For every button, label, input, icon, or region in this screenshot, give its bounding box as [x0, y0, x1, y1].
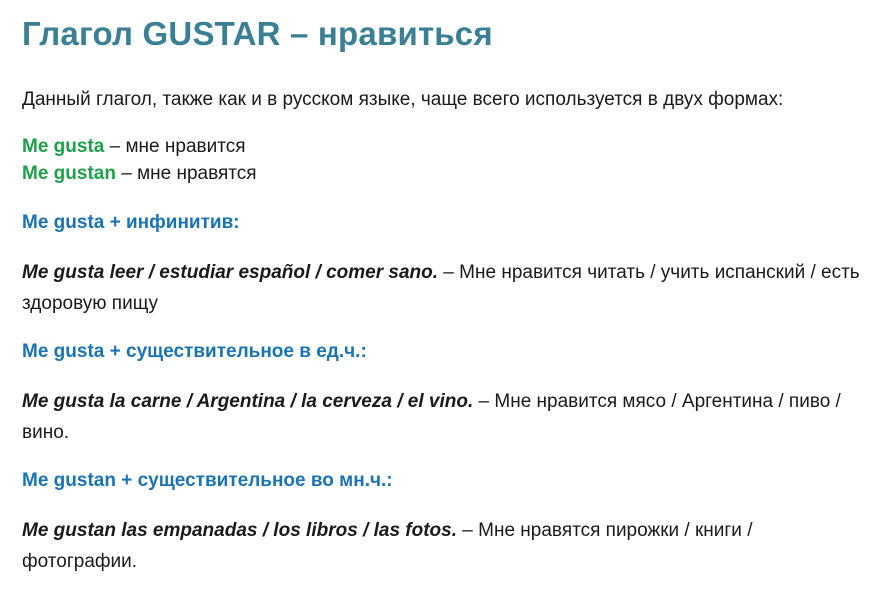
example-spanish: Me gusta leer / estudiar español / comer sano.	[22, 262, 439, 283]
section-heading: Me gusta + существительное в ед.ч.:	[22, 341, 367, 362]
example-russian: – Мне нравится читать / учить испанский / есть здоровую пищу	[22, 262, 860, 314]
example-russian: – Мне нравятся пирожки / книги / фотографии.	[22, 520, 753, 572]
document-body	[22, 12, 872, 577]
section-heading: Me gusta + инфинитив:	[22, 212, 240, 233]
forms-list	[22, 133, 872, 187]
intro-paragraph: Данный глагол, также как и в русском языке, чаще всего используется в двух формах:	[22, 89, 784, 110]
example-russian: – Мне нравится мясо / Аргентина / пиво / вино.	[22, 391, 841, 443]
example-spanish: Me gusta la carne / Argentina / la cerveza / el vino.	[22, 391, 474, 412]
form-line	[22, 133, 872, 160]
form-line	[22, 160, 872, 187]
form-russian: – мне нравится	[104, 136, 246, 157]
example-spanish: Me gustan las empanadas / los libros / las fotos.	[22, 520, 458, 541]
form-spanish: Me gusta	[22, 136, 105, 157]
example-paragraph	[22, 257, 872, 319]
form-russian: – мне нравятся	[115, 163, 257, 184]
example-paragraph	[22, 386, 872, 448]
section-heading: Me gustan + существительное во мн.ч.:	[22, 470, 393, 491]
page-title: Глагол GUSTAR – нравиться	[22, 15, 493, 52]
example-paragraph	[22, 515, 872, 577]
form-spanish: Me gustan	[22, 163, 116, 184]
